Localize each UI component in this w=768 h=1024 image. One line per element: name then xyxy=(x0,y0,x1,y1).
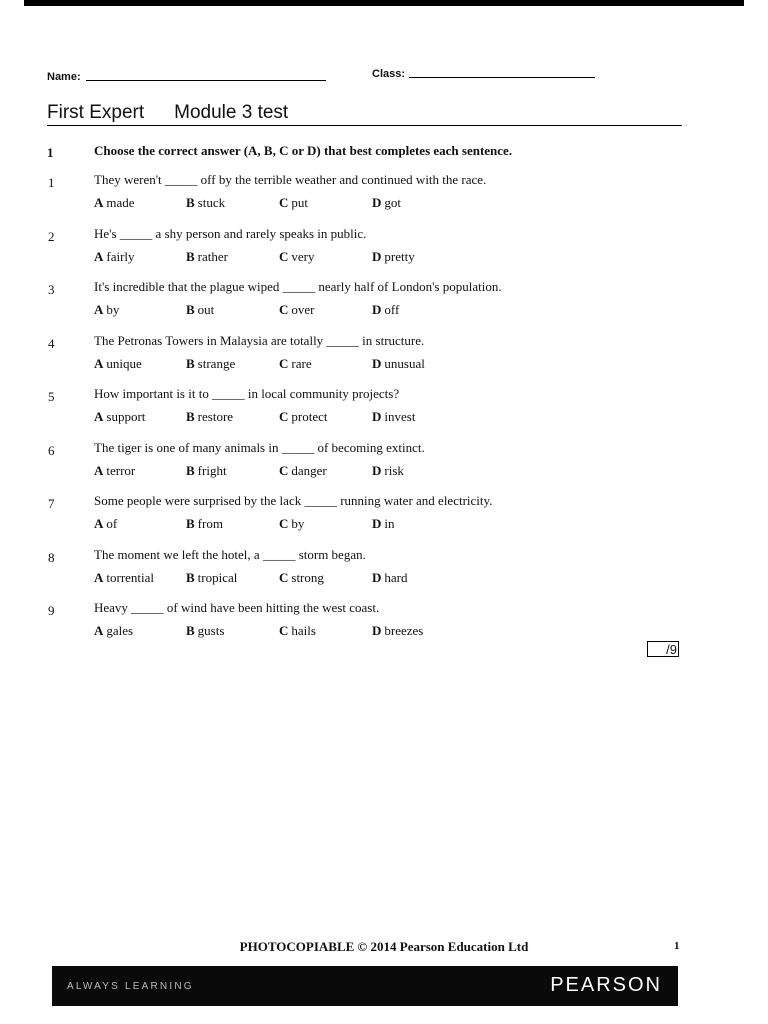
option-text: hails xyxy=(291,623,316,638)
answer-option[interactable] xyxy=(186,302,214,318)
option-letter: D xyxy=(372,516,382,531)
answer-option[interactable] xyxy=(94,249,135,265)
option-letter: B xyxy=(186,248,195,264)
option-letter: D xyxy=(372,355,382,371)
option-text: breezes xyxy=(384,623,424,638)
question-text: He's _____ a shy person and rarely speaks in public. xyxy=(94,225,367,241)
answer-option[interactable] xyxy=(372,195,401,211)
question-number: 7 xyxy=(48,496,55,511)
option-text: from xyxy=(197,516,223,531)
answer-option[interactable] xyxy=(372,570,408,586)
option-letter: A xyxy=(94,409,104,424)
question-item xyxy=(0,226,700,276)
answer-option[interactable] xyxy=(186,195,225,211)
answer-option[interactable] xyxy=(186,623,224,639)
option-text: over xyxy=(291,302,315,317)
question-item xyxy=(0,547,700,597)
option-text: made xyxy=(106,195,135,210)
answer-option[interactable] xyxy=(94,302,119,318)
option-text: risk xyxy=(384,462,404,478)
score-box: /9 xyxy=(647,641,679,657)
question-number: 8 xyxy=(48,549,55,565)
answer-option[interactable] xyxy=(279,409,327,425)
question-item xyxy=(0,493,700,543)
option-letter: D xyxy=(372,248,382,264)
option-text: strong xyxy=(291,569,324,585)
answer-option[interactable] xyxy=(279,623,316,639)
answer-option[interactable] xyxy=(94,570,154,586)
copyright-footer: PHOTOCOPIABLE © 2014 Pearson Education Ltd xyxy=(239,939,529,954)
option-text: very xyxy=(291,248,315,264)
option-letter: C xyxy=(279,569,289,585)
class-label: Class: xyxy=(372,68,406,80)
option-text: rare xyxy=(291,355,312,371)
question-item xyxy=(0,333,700,383)
option-text: gales xyxy=(106,623,134,638)
option-text: by xyxy=(291,516,305,531)
option-letter: A xyxy=(94,569,104,585)
class-field[interactable] xyxy=(409,77,595,78)
option-text: unique xyxy=(106,355,142,371)
question-text: Heavy _____ of wind have been hitting the west coast. xyxy=(94,600,380,615)
answer-option[interactable] xyxy=(279,570,324,586)
name-field[interactable] xyxy=(86,80,326,81)
answer-option[interactable] xyxy=(94,463,135,479)
name-label: Name: xyxy=(47,71,81,83)
option-letter: C xyxy=(279,409,289,424)
question-text: The tiger is one of many animals in _____ of becoming extinct. xyxy=(94,439,425,455)
option-letter: B xyxy=(186,516,195,531)
answer-option[interactable] xyxy=(279,249,315,265)
question-number: 6 xyxy=(48,442,55,458)
question-text: The Petronas Towers in Malaysia are totally _____ in structure. xyxy=(94,332,425,348)
question-text: The moment we left the hotel, a _____ storm began. xyxy=(94,546,366,562)
option-letter: C xyxy=(279,248,289,264)
tagline: ALWAYS LEARNING xyxy=(67,981,194,992)
answer-option[interactable] xyxy=(94,409,145,425)
option-text: hard xyxy=(384,569,408,585)
question-text: Some people were surprised by the lack _____ running water and electricity. xyxy=(94,493,493,508)
answer-option[interactable] xyxy=(186,463,227,479)
option-letter: B xyxy=(186,195,195,210)
option-letter: A xyxy=(94,355,104,371)
brand-bar xyxy=(52,966,678,1006)
option-text: fairly xyxy=(106,248,135,264)
option-letter: B xyxy=(186,302,195,317)
question-number: 9 xyxy=(48,603,55,618)
answer-option[interactable] xyxy=(372,249,415,265)
option-letter: B xyxy=(186,409,195,424)
question-number: 1 xyxy=(48,175,55,190)
answer-option[interactable] xyxy=(186,570,237,586)
option-text: got xyxy=(384,195,402,210)
option-text: strange xyxy=(197,355,236,371)
answer-option[interactable] xyxy=(372,409,415,425)
question-item xyxy=(0,440,700,490)
answer-option[interactable] xyxy=(94,356,142,372)
question-item xyxy=(0,600,700,650)
option-letter: A xyxy=(94,248,104,264)
section-number: 1 xyxy=(47,145,54,160)
option-letter: D xyxy=(372,569,382,585)
option-text: gusts xyxy=(197,623,225,638)
option-text: support xyxy=(106,409,146,424)
option-letter: C xyxy=(279,355,289,371)
option-text: unusual xyxy=(384,355,425,371)
page-title xyxy=(47,102,288,124)
option-letter: C xyxy=(279,623,289,638)
page-number: 1 xyxy=(674,940,680,952)
question-text: They weren't _____ off by the terrible weather and continued with the race. xyxy=(94,172,487,187)
answer-option[interactable] xyxy=(94,195,135,211)
question-text: It's incredible that the plague wiped _____ nearly half of London's population. xyxy=(94,279,502,294)
option-letter: C xyxy=(279,462,289,478)
option-text: fright xyxy=(197,462,227,478)
option-text: in xyxy=(384,516,395,531)
option-text: pretty xyxy=(384,248,415,264)
answer-option[interactable] xyxy=(186,356,235,372)
option-text: rather xyxy=(197,248,228,264)
answer-option[interactable] xyxy=(372,356,425,372)
answer-option[interactable] xyxy=(279,195,308,211)
option-letter: C xyxy=(279,516,289,531)
question-item xyxy=(0,279,700,329)
question-item xyxy=(0,172,700,222)
question-number: 4 xyxy=(48,335,55,351)
module-title: Module 3 test xyxy=(174,102,289,123)
option-letter: D xyxy=(372,623,382,638)
option-text: out xyxy=(197,302,215,317)
answer-option[interactable] xyxy=(372,516,395,532)
option-letter: A xyxy=(94,195,104,210)
answer-option[interactable] xyxy=(186,516,223,532)
option-letter: B xyxy=(186,623,195,638)
question-text: How important is it to _____ in local community projects? xyxy=(94,386,400,401)
answer-option[interactable] xyxy=(94,516,117,532)
question-number: 2 xyxy=(48,228,55,244)
section-instruction: Choose the correct answer (A, B, C or D) that best completes each sentence. xyxy=(94,143,513,158)
answer-option[interactable] xyxy=(186,249,228,265)
question-item xyxy=(0,386,700,436)
option-letter: A xyxy=(94,462,104,478)
answer-option[interactable] xyxy=(372,623,423,639)
option-letter: C xyxy=(279,302,289,317)
option-text: terror xyxy=(106,462,136,478)
option-letter: D xyxy=(372,409,382,424)
question-number: 5 xyxy=(48,389,55,404)
answer-option[interactable] xyxy=(279,356,312,372)
option-text: off xyxy=(384,302,400,317)
option-letter: D xyxy=(372,302,382,317)
option-text: protect xyxy=(291,409,328,424)
option-letter: B xyxy=(186,355,195,371)
option-letter: C xyxy=(279,195,289,210)
answer-option[interactable] xyxy=(372,463,404,479)
top-border xyxy=(24,0,744,6)
option-letter: D xyxy=(372,462,382,478)
answer-option[interactable] xyxy=(372,302,399,318)
option-letter: B xyxy=(186,462,195,478)
answer-option[interactable] xyxy=(279,302,315,318)
option-letter: A xyxy=(94,302,104,317)
title-text: First Expert xyxy=(47,102,145,123)
option-letter: A xyxy=(94,516,104,531)
title-divider xyxy=(47,125,682,126)
option-letter: B xyxy=(186,569,195,585)
question-number: 3 xyxy=(48,282,55,297)
option-text: restore xyxy=(197,409,234,424)
answer-option[interactable] xyxy=(94,623,133,639)
option-text: torrential xyxy=(106,569,155,585)
option-letter: A xyxy=(94,623,104,638)
pearson-logo: PEARSON xyxy=(550,974,662,996)
option-text: by xyxy=(106,302,120,317)
answer-option[interactable] xyxy=(279,463,327,479)
option-text: put xyxy=(291,195,309,210)
answer-option[interactable] xyxy=(279,516,304,532)
option-text: invest xyxy=(384,409,416,424)
option-text: tropical xyxy=(197,569,238,585)
option-text: danger xyxy=(291,462,327,478)
option-text: stuck xyxy=(197,195,226,210)
option-text: of xyxy=(106,516,118,531)
option-letter: D xyxy=(372,195,382,210)
answer-option[interactable] xyxy=(186,409,233,425)
